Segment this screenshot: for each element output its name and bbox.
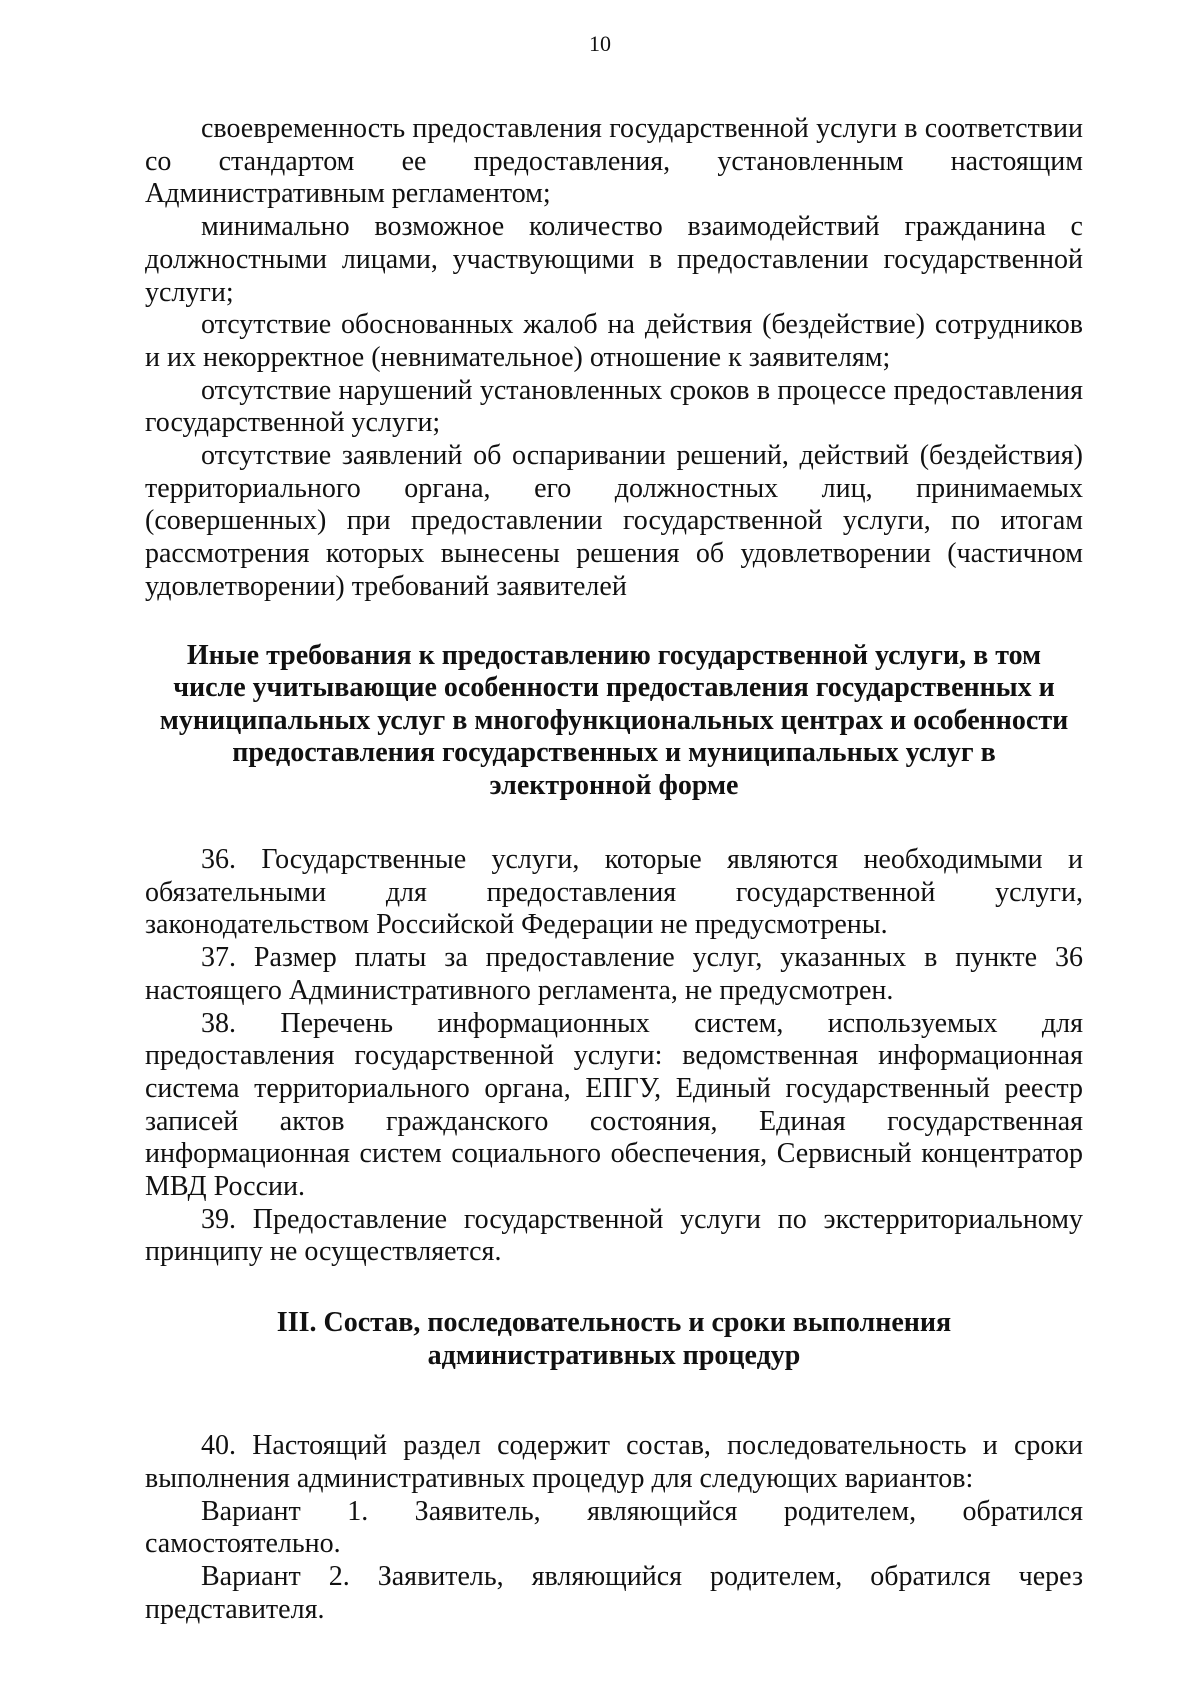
paragraph-36: 36. Государственные услуги, которые являются необходимыми и обязательными для предоставления государственной услуги, законодательством Российской Федерации не предусмотрены. (145, 844, 1083, 941)
page-number: 10 (589, 31, 611, 56)
paragraph-38: 38. Перечень информационных систем, используемых для предоставления государственной услуги: ведомственная информационная система территориального органа, ЕПГУ, Единый государственный реестр записей актов гражданского состояния, Единая государственная информационная систем социального обеспечения, Сервисный концентратор МВД России. (145, 1007, 1083, 1203)
paragraph-min-interactions: минимально возможное количество взаимодействий гражданина с должностными лицами, участвующими в предоставлении государственной услуги; (145, 211, 1083, 308)
section-heading-iii-line1: III. Состав, последовательность и сроки выполнения (276, 1307, 952, 1339)
paragraph-variant-2: Вариант 2. Заявитель, являющийся родителем, обратился через представителя. (145, 1561, 1083, 1625)
section-heading-other-requirements: Иные требования к предоставлению государственной услуги, в том числе учитывающие особенности предоставления государственных и муниципальных услуг в многофункциональных центрах и особенности предоставления государственных и муниципальных услуг в электронной форме (159, 639, 1069, 801)
section-heading-iii (145, 1307, 1083, 1372)
paragraph-39: 39. Предоставление государственной услуги по экстерриториальному принципу не осуществляется. (145, 1203, 1083, 1268)
paragraph-variant-1: Вариант 1. Заявитель, являющийся родителем, обратился самостоятельно. (145, 1495, 1083, 1560)
paragraph-no-complaints: отсутствие обоснованных жалоб на действия (бездействие) сотрудников и их некорректное (невнимательное) отношение к заявителям; (145, 309, 1083, 373)
section-heading-iii-line2: административных процедур (427, 1339, 801, 1371)
paragraph-37: 37. Размер платы за предоставление услуг, указанных в пункте 36 настоящего Административного регламента, не предусмотрен. (145, 942, 1083, 1006)
paragraph-no-deadline-violations: отсутствие нарушений установленных сроков в процессе предоставления государственной услуги; (145, 374, 1083, 439)
paragraph-40: 40. Настоящий раздел содержит состав, последовательность и сроки выполнения административных процедур для следующих вариантов: (145, 1430, 1083, 1494)
paragraph-no-disputes: отсутствие заявлений об оспаривании решений, действий (бездействия) территориального органа, его должностных лиц, принимаемых (совершенных) при предоставлении государственной услуги, по итогам рассмотрения которых вынесены решения об удовлетворении (частичном удовлетворении) требований заявителей (145, 440, 1083, 602)
paragraph-timeliness: своевременность предоставления государственной услуги в соответствии со стандартом ее предоставления, установленным настоящим Административным регламентом; (145, 113, 1083, 210)
page-content (145, 113, 1083, 1626)
